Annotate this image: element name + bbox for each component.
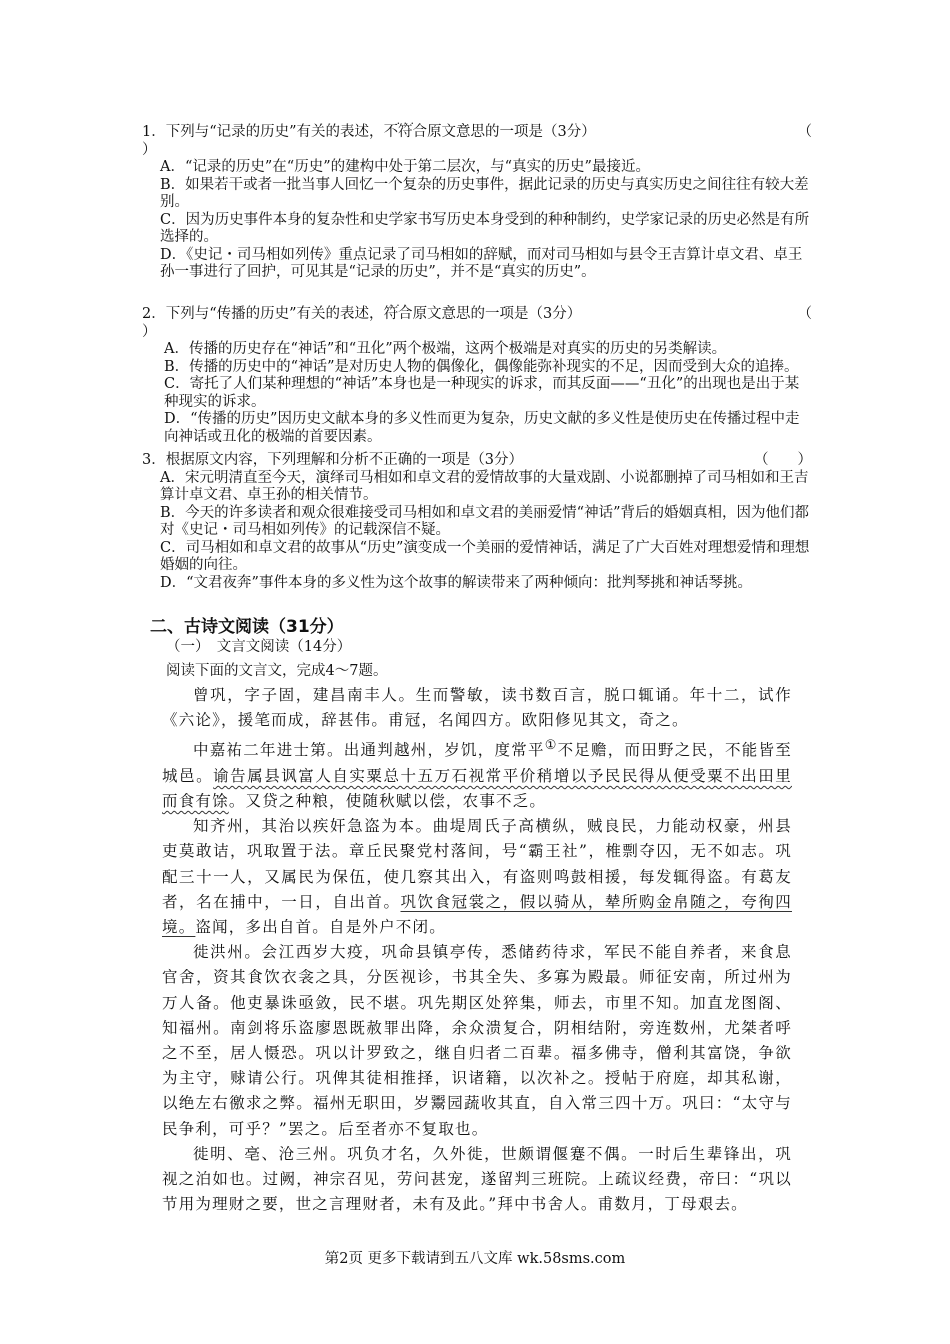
section-subtitle: （一） 文言文阅读（14分） <box>166 639 352 655</box>
classical-passage <box>162 683 792 1217</box>
passage-paragraph-2: 中嘉祐二年进士第。出通判越州，岁饥，度常平①不足赡，而田野之民，不能皆至城邑。谕告属县讽富人自实粟总十五万石视常平价稍增以予民民得从便受粟不出田里而食有馀。又贷之种粮，使随秋赋以偿，农事不乏。 <box>162 738 792 810</box>
option-a: A．宋元明清直至今天，演绎司马相如和卓文君的爱情故事的大量戏剧、小说都删掉了司马相如和王吉算计卓文君、卓王孙的相关情节。 <box>160 469 809 503</box>
passage-paragraph-3: 知齐州，其治以疾奸急盗为本。曲堤周氏子高横纵，贼良民，力能动权豪，州县吏莫敢诘，巩取置于法。章丘民聚党村落间，号“霸王社”，椎剽夺囚，无不如志。巩配三十一人，又属民为保伍，使几察其出入，有盗则鸣鼓相援，每发辄得盗。有葛友者，名在捕中，一日，自出首。巩饮食冠裳之，假以骑从，辇所购金帛随之，夸徇四境。盗闻，多出自首。自是外户不闭。 <box>162 817 792 936</box>
option-d: D．“传播的历史”因历史文献本身的多义性而更为复杂，历史文献的多义性是使历史在传播过程中走向神话或丑化的极端的首要因素。 <box>164 411 800 445</box>
wavy-underlined-sentence: 谕告属县讽富人自实粟总十五万石视常平价稍增以予民民得从便受粟不出田里而食有馀 <box>162 766 792 810</box>
answer-paren-open: （ <box>797 124 812 140</box>
option-c: C．寄托了人们某种理想的“神话”本身也是一种现实的诉求，而其反面——“丑化”的出现也是出于某种现实的诉求。 <box>164 376 800 410</box>
page-footer: 第2页 更多下载请到五八文库 wk.58sms.com <box>324 1251 626 1267</box>
option-b: B．今天的许多读者和观众很难接受司马相如和卓文君的美丽爱情“神话”背后的婚姻真相，因为他们都对《史记・司马相如列传》的记载深信不疑。 <box>160 504 809 538</box>
section-instruction: 阅读下面的文言文，完成4～7题。 <box>166 663 388 679</box>
option-c: C．因为历史事件本身的复杂性和史学家书写历史本身受到的种种制约，史学家记录的历史必然是有所选择的。 <box>160 211 810 245</box>
answer-paren-close: ） <box>142 323 157 340</box>
option-d: D．《史记・司马相如列传》重点记录了司马相如的辞赋，而对司马相如与县令王吉算计卓文君、卓王孙一事进行了回护，可见其是“记录的历史”，并不是“真实的历史”。 <box>160 246 803 280</box>
option-a: A．“记录的历史”在“历史”的建构中处于第二层次，与“真实的历史”最接近。 <box>160 159 650 175</box>
option-c: C．司马相如和卓文君的故事从“历史”演变成一个美丽的爱情神话，满足了广大百姓对理想爱情和理想婚姻的向往。 <box>160 539 810 573</box>
footnote-marker: ① <box>544 738 558 754</box>
passage-paragraph-1: 曾巩，字子固，建昌南丰人。生而警敏，读书数百言，脱口辄诵。年十二，试作《六论》，援笔而成，辞甚伟。甫冠，名闻四方。欧阳修见其文，奇之。 <box>162 686 792 730</box>
passage-paragraph-4: 徙洪州。会江西岁大疫，巩命县镇亭传，悉储药待求，军民不能自养者，来食息官舍，资其食饮衣衾之具，分医视诊，书其全失、多寡为殿最。师征安南，所过州为万人备。他吏暴诛亟敛，民不堪。巩先期区处猝集，师去，市里不知。加直龙图阁、知福州。南剑将乐盗廖恩既赦罪出降，余众溃复合，阴相结附，旁连数州，尤桀者呼之不至，居人慑恐。巩以计罗致之，继自归者二百辈。福多佛寺，僧利其富饶，争欲为主守，赇请公行。巩俾其徒相推择，识诸籍，以次补之。授帖于府庭，却其私谢，以绝左右徼求之弊。福州无职田，岁鬻园蔬收其直，自入常三四十万。巩曰：“太守与民争利，可乎？”罢之。后至者亦不复取也。 <box>162 943 792 1138</box>
question-1-stem: 1．下列与“记录的历史”有关的表述，不符合 · · ·原文意思的一项是（3分） （ <box>142 124 812 142</box>
question-2 <box>142 306 812 446</box>
question-2-stem: 2．下列与“传播的历史”有关的表述，符合 · · ·原文意思的一项是（3分） （ <box>142 306 812 324</box>
answer-paren-open: （ <box>797 306 812 322</box>
option-b: B．如果若干或者一批当事人回忆一个复杂的历史事件，据此记录的历史与真实历史之间往往有较大差别。 <box>160 176 809 210</box>
question-3-stem: 3．根据原文内容，下列理解和分析不正确的一项是（3分） （ ） <box>142 452 812 468</box>
option-d: D．“文君夜奔”事件本身的多义性为这个故事的解读带来了两种倾向：批判琴挑和神话琴挑。 <box>160 574 752 591</box>
underlined-sentence: 巩饮食冠裳之，假以骑从，辇所购金帛随之，夸徇四境。 <box>162 892 792 936</box>
emphasis-dots: 不符合 · · · <box>384 124 428 140</box>
answer-paren: （ ） <box>754 452 812 468</box>
option-a: A．传播的历史存在“神话”和“丑化”两个极端，这两个极端是对真实的历史的另类解读。 <box>164 341 727 357</box>
passage-paragraph-5: 徙明、亳、沧三州。巩负才名，久外徙，世颇谓偃蹇不偶。一时后生辈锋出，巩视之泊如也。过阙，神宗召见，劳问甚宠，遂留判三班院。上疏议经费，帝曰：“巩以节用为理财之要，世之言理财者，未有及此。”拜中书舍人。甫数月，丁母艰去。 <box>162 1144 792 1214</box>
answer-paren-close: ） <box>142 141 157 158</box>
section-title: 二、古诗文阅读（31分） <box>150 617 344 637</box>
emphasis-dots: 符合 · · · <box>384 306 413 322</box>
option-b: B．传播的历史中的“神话”是对历史人物的偶像化，偶像能弥补现实的不足，因而受到大众的追捧。 <box>164 358 799 375</box>
question-1 <box>142 124 812 282</box>
question-3 <box>142 452 812 592</box>
